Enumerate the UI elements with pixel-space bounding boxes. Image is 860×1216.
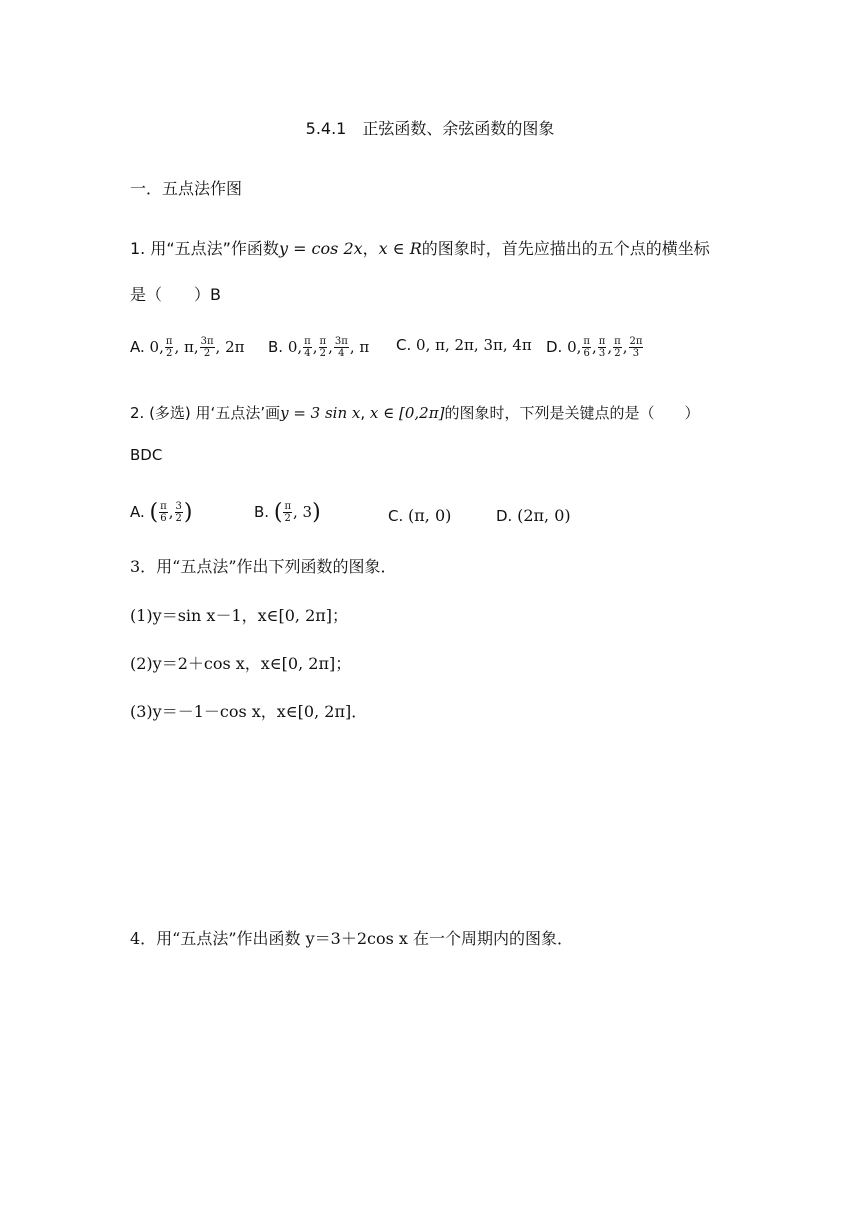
q1-option-a: A. 0, $\frac{\pi}{2}$ , π, $\frac{3\pi}{2}$ , 2π <box>130 336 245 359</box>
option-label: C. <box>388 507 404 525</box>
question-2-stem: 2. (多选) 用‘五点法’画y = 3 sin x, x ∈ [0,2π]的图象时，下列是关键点的是（ ） <box>130 404 700 422</box>
q2-prefix: 2. (多选) 用‘五点法’画 <box>130 404 281 422</box>
question-3-item-2: (2)y＝2＋cos x，x∈[0, 2π]； <box>130 654 352 673</box>
q1-prefix: 1. 用“五点法”作函数 <box>130 239 279 258</box>
question-3-item-1: (1)y＝sin x－1，x∈[0, 2π]； <box>130 606 349 625</box>
question-1-line2: 是（ ）B <box>130 285 221 304</box>
option-label: D. <box>546 338 563 356</box>
q1-sep: ， <box>362 239 379 258</box>
option-label: A. <box>130 338 145 356</box>
option-label: B. <box>254 503 270 521</box>
q1-option-b: B. 0, $\frac{\pi}{4}$ , $\frac{\pi}{2}$ , $\frac{3\pi}{4}$ , π <box>268 336 370 359</box>
q2-suffix: 的图象时，下列是关键点的是（ ） <box>444 404 700 422</box>
question-2-answer: BDC <box>130 446 163 464</box>
q2-option-b: B. ( $\frac{\pi}{2}$ , 3) <box>254 500 321 525</box>
q1-formula: y = cos 2x <box>278 239 363 258</box>
q2-option-c: C. (π, 0) <box>388 506 452 525</box>
option-label: D. <box>496 507 513 525</box>
q1-suffix: 的图象时，首先应描出的五个点的横坐标 <box>421 239 710 258</box>
option-label: C. <box>396 336 412 354</box>
q2-option-d: D. (2π, 0) <box>496 506 571 525</box>
q1-option-d: D. 0, $\frac{\pi}{6}$ , $\frac{\pi}{3}$ , $\frac{\pi}{2}$ , $\frac{2\pi}{3}$ <box>546 336 643 359</box>
section-heading: 一．五点法作图 <box>130 179 243 198</box>
option-label: A. <box>130 503 145 521</box>
q1-option-c: C. 0, π, 2π, 3π, 4π <box>396 336 532 354</box>
question-3-stem: 3．用“五点法”作出下列函数的图象． <box>130 557 397 576</box>
q1-domain: x ∈ R <box>378 239 422 258</box>
q2-formula: y = 3 sin x <box>280 404 361 422</box>
question-4-stem: 4．用“五点法”作出函数 y＝3＋2cos x 在一个周期内的图象． <box>130 929 574 948</box>
question-3-item-3: (3)y＝－1－cos x，x∈[0, 2π]． <box>130 702 368 721</box>
option-label: B. <box>268 338 284 356</box>
q2-domain: x ∈ [0,2π] <box>369 404 445 422</box>
question-1-stem <box>130 236 710 259</box>
q2-option-a: A. ( $\frac{\pi}{6}$ , $\frac{3}{2}$ ) <box>130 500 193 525</box>
page-title: 5.4.1 正弦函数、余弦函数的图象 <box>305 119 555 138</box>
